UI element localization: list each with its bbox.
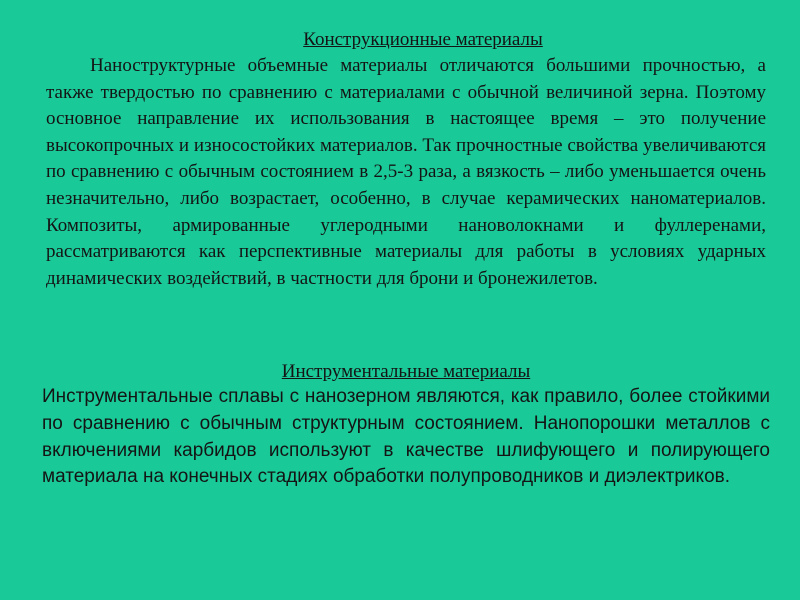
section-heading-tool-materials: Инструментальные материалы [281,361,531,382]
section-heading-structural-materials: Конструкционные материалы [303,29,543,50]
section-paragraph-structural-materials: Наноструктурные объемные материалы отличаются большими прочностью, а также твердостью по сравнению с материалами с обычной величиной зерна. Поэтому основное направление их использования в настоящее время – это получение высокопрочных и износостойких материалов. Так прочностные свойства увеличиваются по сравнению с обычным состоянием в 2,5-3 раза, а вязкость – либо уменьшается очень незначительно, либо возрастает, особенно, в случае керамических наноматериалов. Композиты, армированные углеродными нановолокнами и фуллеренами, рассматриваются как перспективные материалы для работы в условиях ударных динамических воздействий, в частности для брони и бронежилетов. [46,55,766,289]
section-paragraph-tool-materials: Инструментальные сплавы с нанозерном являются, как правило, более стойкими по сравнению с обычным структурным состоянием. Нанопорошки металлов с включениями карбидов используют в качестве шлифующего и полирующего материала на конечных стадиях обработки полупроводников и диэлектриков. [42,386,770,488]
section-structural-materials [46,28,766,292]
